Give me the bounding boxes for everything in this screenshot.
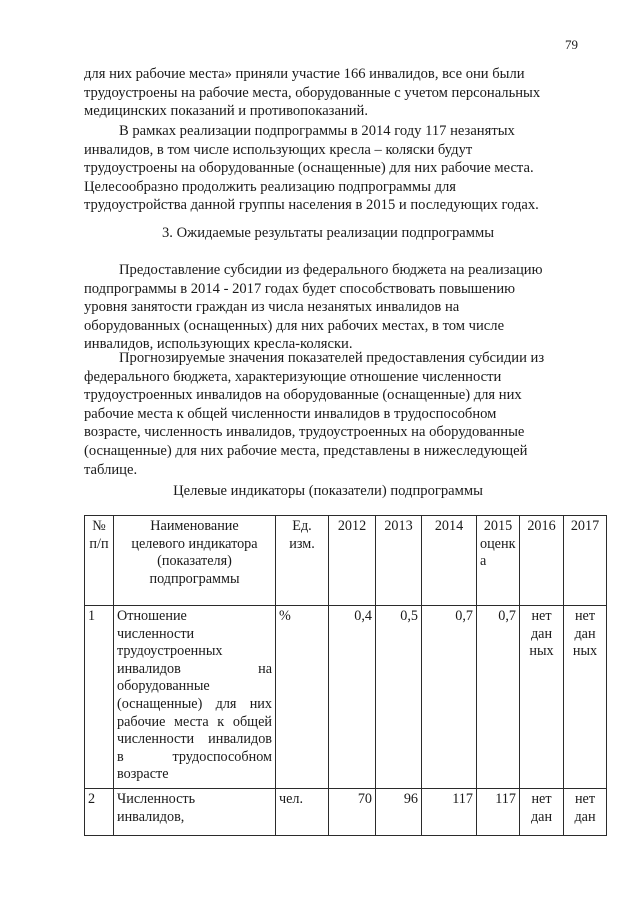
row-value-2016	[520, 606, 564, 789]
paragraph-line: инвалидов, использующих кресла-коляски.	[84, 336, 353, 353]
paragraph-2	[84, 122, 572, 215]
name-line: (оснащенные) для них	[117, 695, 272, 712]
table-row	[85, 788, 607, 835]
section-heading: 3. Ожидаемые результаты реализации подпрограммы	[161, 225, 495, 241]
cell-content: 117	[452, 790, 473, 807]
name-line: Численность	[117, 790, 196, 807]
name-line: в трудоспособном	[117, 748, 272, 765]
name-line: возрасте	[117, 766, 169, 783]
value-line: нет	[531, 608, 552, 624]
name-line: инвалидов на	[117, 660, 272, 677]
row-value-2013: 0,5	[376, 606, 422, 789]
row-value-2016	[520, 788, 564, 835]
value-line: дан	[574, 808, 596, 825]
row-name	[114, 606, 276, 789]
cell-content: 70	[357, 790, 372, 807]
paragraph-line: В рамках реализации подпрограммы в 2014 году 117 незанятых	[119, 123, 515, 139]
header-num	[85, 516, 114, 606]
value-line: нет	[574, 608, 596, 624]
header-text: №	[92, 518, 106, 534]
header-text: п/п	[89, 535, 109, 552]
cell-content	[523, 791, 560, 831]
cell-content	[117, 791, 272, 831]
header-text: а	[480, 553, 487, 570]
value-line: дан	[530, 808, 553, 825]
header-text: Ед.	[292, 518, 312, 534]
indicators-table	[84, 515, 607, 836]
value-line: нет	[574, 790, 596, 807]
paragraph-line: трудоустроены на рабочие места, оборудованные с учетом персональных	[84, 84, 541, 101]
row-value-2014	[422, 788, 477, 835]
header-2015	[477, 516, 520, 606]
cell-content: 117	[495, 790, 516, 807]
cell-content	[567, 791, 603, 831]
row-value-2017	[564, 788, 607, 835]
paragraph-line: уровня занятости граждан из числа незанятых инвалидов на	[84, 299, 460, 316]
value-line: ных	[529, 643, 554, 660]
paragraph-line: Целесообразно продолжить реализацию подпрограммы для	[84, 178, 456, 195]
value-line: дан	[530, 625, 553, 642]
paragraph-line: возрасте, численность инвалидов, трудоустроенных на оборудованные	[84, 424, 525, 441]
row-value-2015	[477, 788, 520, 835]
header-text: (показателя)	[157, 553, 232, 570]
row-name	[114, 788, 276, 835]
name-line: Отношение	[117, 608, 187, 624]
paragraph-line: инвалидов, в том числе использующих кресла – коляски будут	[84, 141, 473, 158]
header-2013: 2013	[376, 516, 422, 606]
paragraph-line: трудоустроенных инвалидов на оборудованные (оснащенные) для них	[84, 387, 522, 404]
cell-content: 2	[88, 790, 96, 807]
paragraph-3	[84, 261, 572, 354]
paragraph-line: трудоустроены на оборудованные (оснащенные) для них рабочие места.	[84, 160, 534, 177]
header-text: оценк	[480, 535, 516, 552]
header-text: подпрограммы	[149, 570, 240, 587]
header-2016: 2016	[520, 516, 564, 606]
paragraph-line: Предоставление субсидии из федерального бюджета на реализацию	[119, 262, 543, 278]
paragraph-1	[84, 65, 572, 121]
row-value-2013	[376, 788, 422, 835]
row-unit	[276, 788, 329, 835]
name-line: численности инвалидов	[117, 731, 272, 748]
header-2012: 2012	[329, 516, 376, 606]
row-value-2014: 0,7	[422, 606, 477, 789]
name-line: инвалидов,	[117, 808, 185, 825]
header-2014: 2014	[422, 516, 477, 606]
paragraph-line: Прогнозируемые значения показателей предоставления субсидии из	[119, 350, 545, 366]
value-line: нет	[531, 790, 552, 807]
paragraph-line: (оснащенные) для них рабочие места, представлены в нижеследующей	[84, 442, 528, 459]
value-line: дан	[574, 625, 596, 642]
paragraph-line: федерального бюджета, характеризующие отношение численности	[84, 368, 502, 385]
header-text: изм.	[289, 535, 315, 552]
cell-content: чел.	[279, 790, 304, 807]
header-text: целевого индикатора	[131, 535, 258, 552]
name-line: численности	[117, 625, 195, 642]
name-line: оборудованные	[117, 678, 210, 695]
row-value-2017	[564, 606, 607, 789]
paragraph-4	[84, 349, 572, 479]
paragraph-line: оборудованных (оснащенных) для них рабочих местах, в том числе	[84, 317, 505, 334]
paragraph-line: таблице.	[84, 461, 138, 478]
header-text: 2015	[483, 518, 513, 534]
row-unit: %	[276, 606, 329, 789]
table-row	[85, 606, 607, 789]
row-num: 1	[85, 606, 114, 789]
page-number: 79	[565, 37, 578, 52]
paragraph-line: трудоустройства данной группы населения в 2015 и последующих годах.	[84, 197, 539, 214]
row-value-2015: 0,7	[477, 606, 520, 789]
table-header-row	[85, 516, 607, 606]
row-value-2012: 0,4	[329, 606, 376, 789]
paragraph-line: рабочие места к общей численности инвалидов в трудоспособном	[84, 405, 497, 422]
header-text: Наименование	[150, 518, 239, 534]
value-line: ных	[572, 643, 598, 660]
row-value-2012	[329, 788, 376, 835]
paragraph-line: медицинских показаний и противопоказаний.	[84, 103, 369, 120]
table-caption: Целевые индикаторы (показатели) подпрограммы	[173, 483, 483, 499]
name-line: рабочие места к общей	[117, 713, 272, 730]
header-unit	[276, 516, 329, 606]
header-name	[114, 516, 276, 606]
paragraph-line: для них рабочие места» приняли участие 166 инвалидов, все они были	[84, 66, 525, 82]
name-line: трудоустроенных	[117, 643, 223, 660]
cell-content: 96	[403, 790, 418, 807]
paragraph-line: подпрограммы в 2014 - 2017 годах будет способствовать повышению	[84, 280, 516, 297]
row-num	[85, 788, 114, 835]
header-2017: 2017	[564, 516, 607, 606]
